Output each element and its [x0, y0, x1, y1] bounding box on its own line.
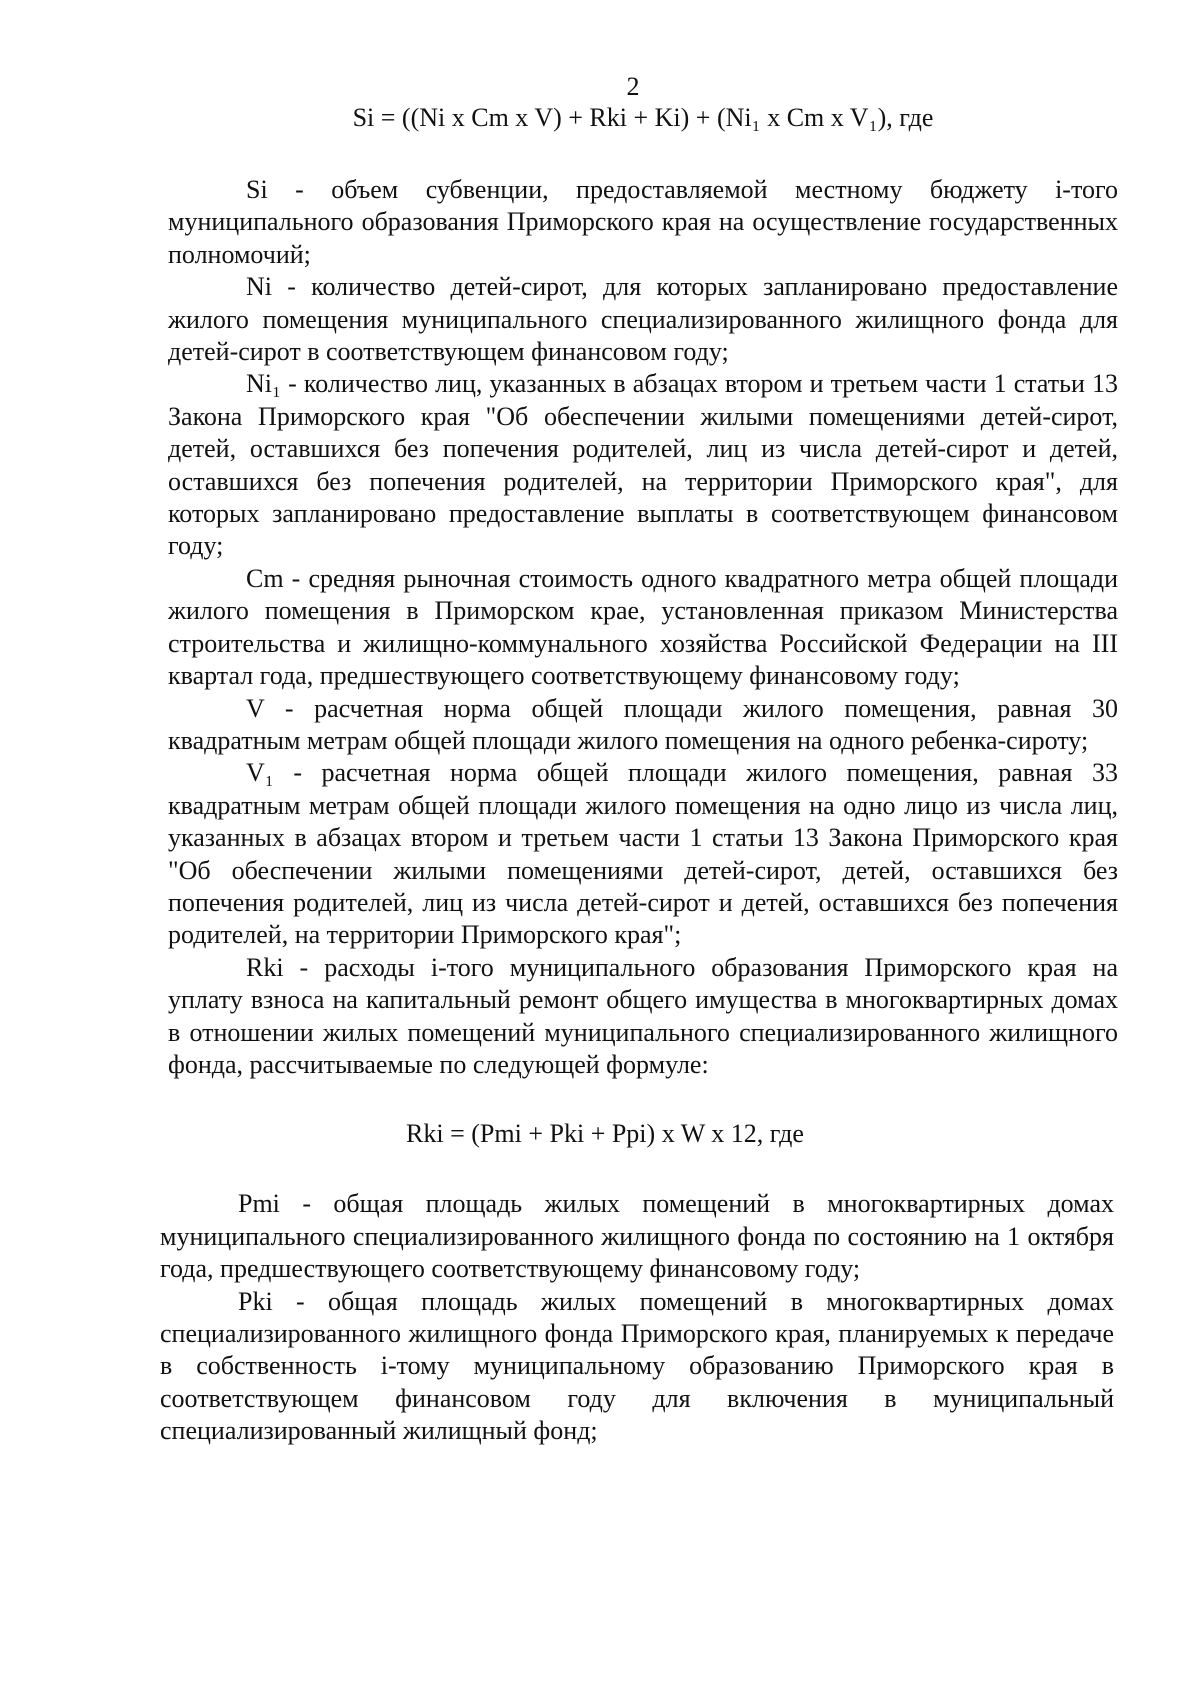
- formula-rki: Rki = (Pmi + Pki + Ppi) x W x 12, где: [406, 1119, 804, 1149]
- paragraph-v1-definition: V₁ - расчетная норма общей площади жилого помещения, равная 33 квадратным метрам общей площади жилого помещения на одно лицо из числа лиц, указанных в абзацах втором и третьем части 1 статьи 13 Закона Приморского края "Об обеспечении жилыми помещениями детей-сирот, детей, оставшихся без попечения родителей, лиц из числа детей-сирот и детей, оставшихся без попечения родителей, на территории Приморского края";: [168, 758, 1118, 950]
- page-number: 2: [626, 72, 640, 101]
- paragraph-ni-definition: Ni - количество детей-сирот, для которых запланировано предоставление жилого помещения муниципального специализированного жилищного фонда для детей-сирот в соответствующем финансовом году;: [168, 272, 1118, 367]
- paragraph-pmi-definition: Pmi - общая площадь жилых помещений в многоквартирных домах муниципального специализированного жилищного фонда по состоянию на 1 октября года, предшествующего соответствующему финансовому году;: [160, 1189, 1114, 1284]
- paragraph-ni1-definition: Ni₁ - количество лиц, указанных в абзацах втором и третьем части 1 статьи 13 Закона Приморского края "Об обеспечении жилыми помещениями детей-сирот, детей, оставшихся без попечения родителей, лиц из числа детей-сирот и детей, оставшихся без попечения родителей, на территории Приморского края", для которых запланировано предоставление выплаты в соответствующем финансовом году;: [168, 369, 1118, 561]
- paragraph-v-definition: V - расчетная норма общей площади жилого помещения, равная 30 квадратным метрам общей площади жилого помещения на одного ребенка-сироту;: [168, 693, 1118, 755]
- document-page: [160, 72, 1118, 1672]
- paragraph-pki-definition: Pki - общая площадь жилых помещений в многоквартирных домах специализированного жилищного фонда Приморского края, планируемых к передаче в собственность i-тому муниципальному образованию Приморского края в соответствующем финансовом году для включения в муниципальный специализированный жилищный фонд;: [160, 1286, 1114, 1446]
- formula-si: Si = ((Ni x Cm x V) + Rki + Ki) + (Ni₁ x Cm x V₁), где: [352, 103, 934, 132]
- paragraph-cm-definition: Cm - средняя рыночная стоимость одного квадратного метра общей площади жилого помещения в Приморском крае, установленная приказом Министерства строительства и жилищно-коммунального хозяйства Российской Федерации на III квартал года, предшествующего соответствующему финансовому году;: [168, 563, 1118, 691]
- paragraph-si-definition: Si - объем субвенции, предоставляемой местному бюджету i-того муниципального образования Приморского края на осуществление государственных полномочий;: [168, 175, 1118, 269]
- paragraph-rki-definition: Rki - расходы i-того муниципального образования Приморского края на уплату взноса на капитальный ремонт общего имущества в многоквартирных домах в отношении жилых помещений муниципального специализированного жилищного фонда, рассчитываемые по следующей формуле:: [168, 952, 1118, 1079]
